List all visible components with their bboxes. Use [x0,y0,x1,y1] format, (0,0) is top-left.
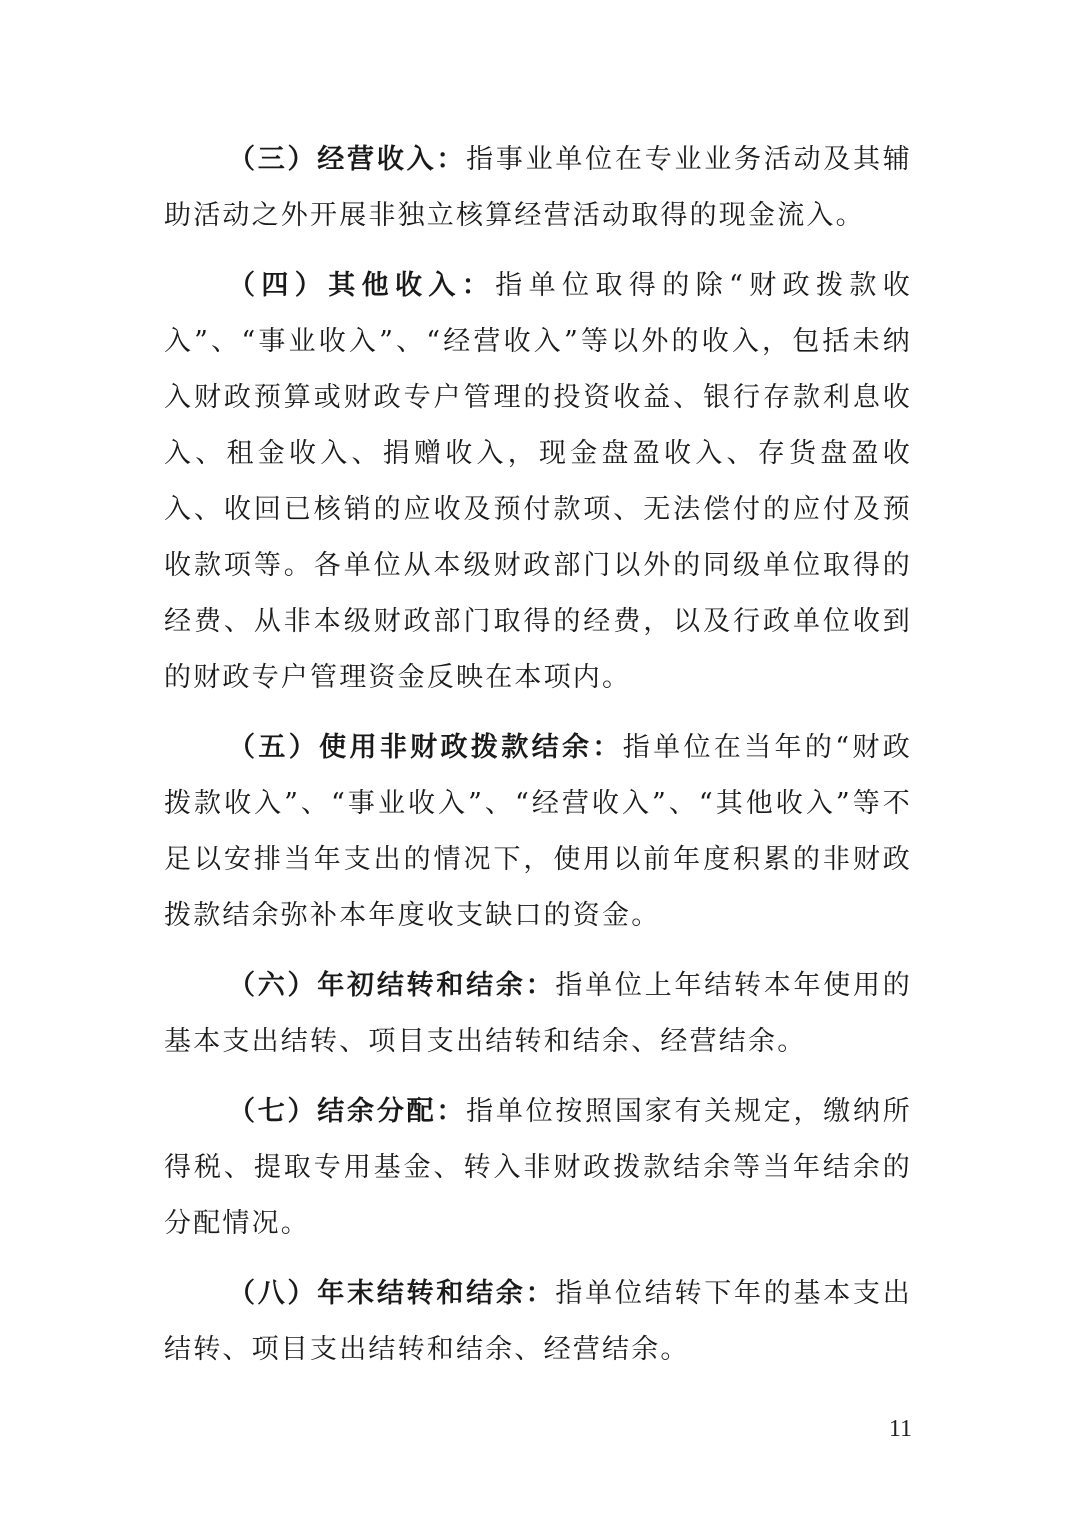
definition-closing-balance: 指单位结转下年的基本支出结转、项目支出结转和结余、经营结余。 [164,1278,913,1365]
definition-opening-balance: 指单位上年结转本年使用的基本支出结转、项目支出结转和结余、经营结余。 [164,970,913,1057]
term-opening-balance: （六）年初结转和结余： [228,970,556,1001]
term-closing-balance: （八）年末结转和结余： [228,1278,556,1309]
paragraph-operating-income [164,132,912,244]
definition-non-fiscal-surplus: 指单位在当年的“财政拨款收入”、“事业收入”、“经营收入”、“其他收入”等不足以安排当年支出的情况下，使用以前年度积累的非财政拨款结余弥补本年度收支缺口的资金。 [164,732,912,931]
term-other-income: （四）其他收入： [228,270,496,301]
definition-operating-income: 指事业单位在专业业务活动及其辅助活动之外开展非独立核算经营活动取得的现金流入。 [164,144,912,231]
definition-other-income: 指单位取得的除“财政拨款收入”、“事业收入”、“经营收入”等以外的收入，包括未纳入财政预算或财政专户管理的投资收益、银行存款利息收入、租金收入、捐赠收入，现金盘盈收入、存货盘盈收入、收回已核销的应收及预付款项、无法偿付的应付及预收款项等。各单位从本级财政部门以外的同级单位取得的经费、从非本级财政部门取得的经费，以及行政单位收到的财政专户管理资金反映在本项内。 [164,270,912,693]
term-surplus-distribution: （七）结余分配： [228,1096,467,1127]
definition-surplus-distribution: 指单位按照国家有关规定，缴纳所得税、提取专用基金、转入非财政拨款结余等当年结余的分配情况。 [164,1096,912,1239]
paragraph-other-income [164,258,912,706]
term-non-fiscal-surplus: （五）使用非财政拨款结余： [228,732,623,763]
paragraph-surplus-distribution [164,1084,912,1252]
paragraph-opening-balance [164,958,912,1070]
paragraph-closing-balance [164,1266,912,1378]
document-body [164,132,912,1392]
paragraph-non-fiscal-surplus [164,720,912,944]
page-number: 11 [888,1416,912,1442]
term-operating-income: （三）经营收入： [228,144,467,175]
